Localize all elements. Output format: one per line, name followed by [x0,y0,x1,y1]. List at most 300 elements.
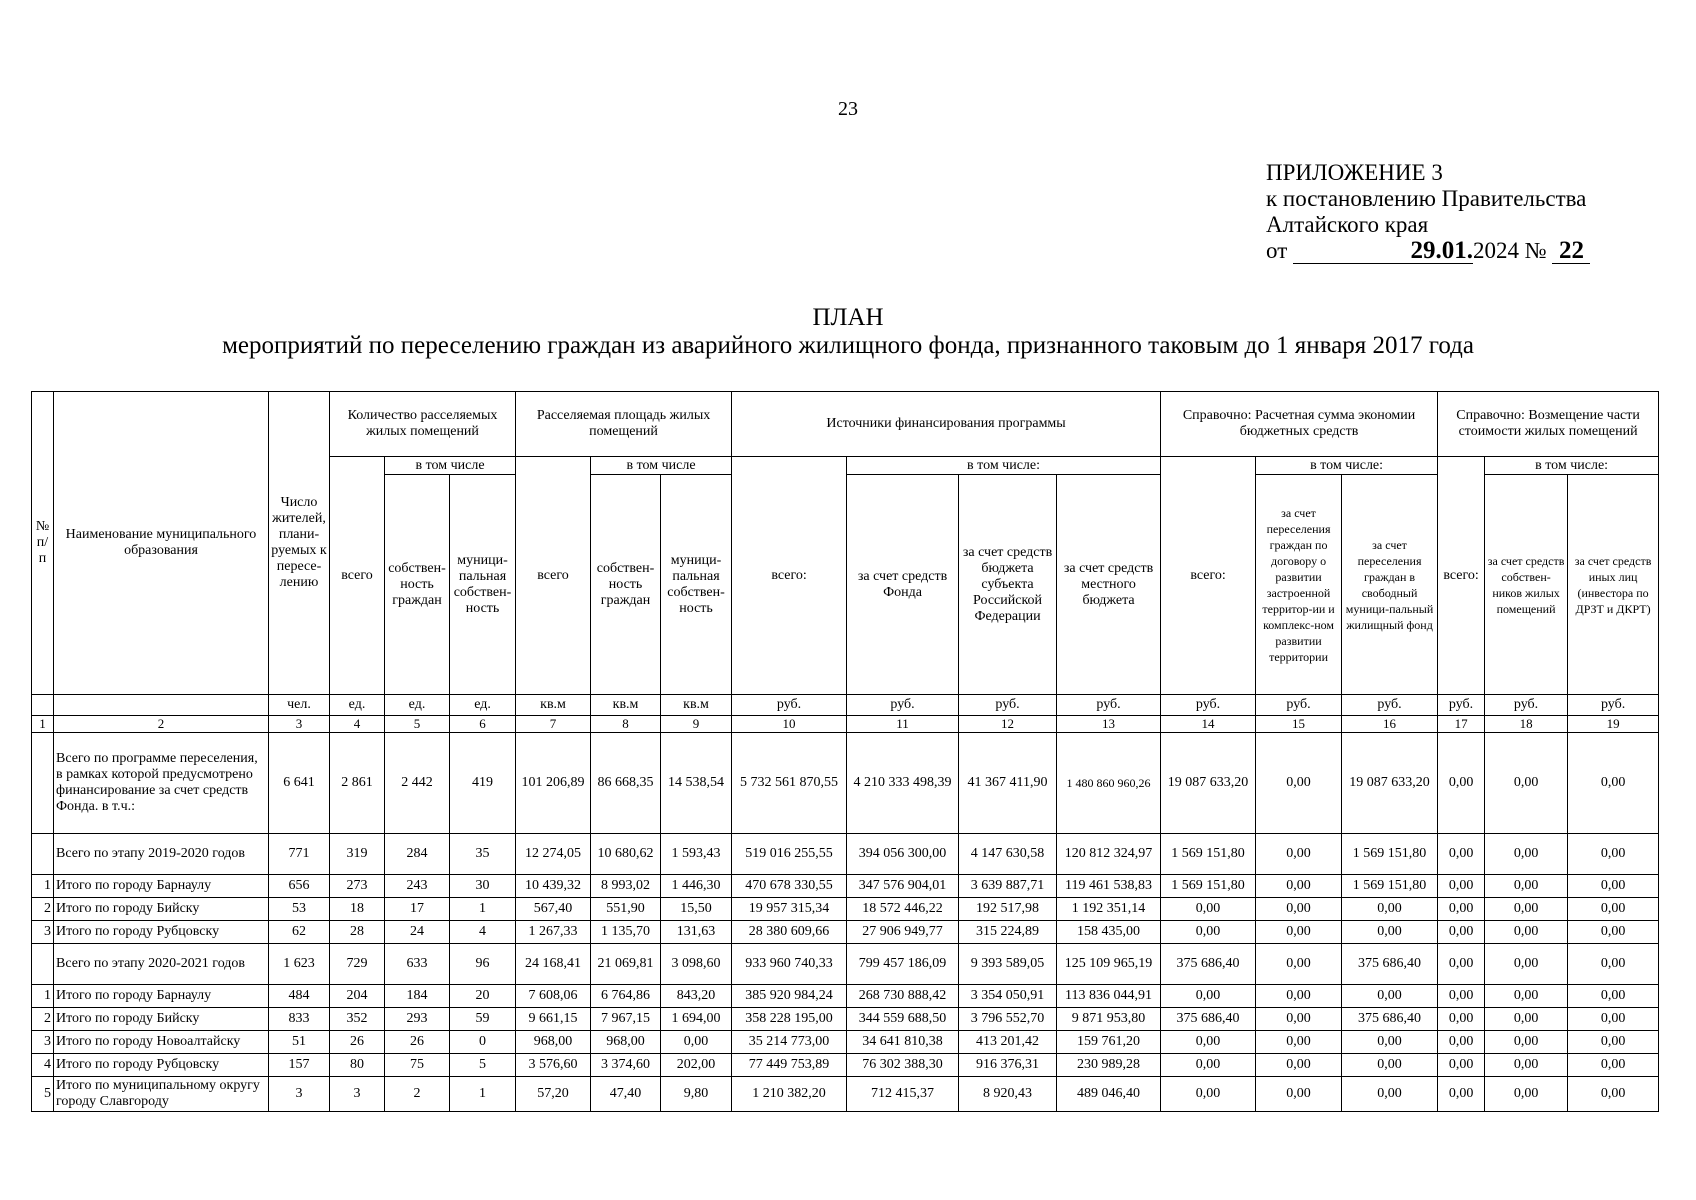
appendix-title: ПРИЛОЖЕНИЕ 3 [1266,160,1443,185]
row-value: 41 367 411,90 [959,733,1057,834]
row-value: 131,63 [661,921,732,944]
appendix-date-line [1266,238,1590,264]
row-value: 0,00 [1256,834,1342,875]
row-name: Итого по городу Барнаулу [54,875,269,898]
row-value: 0,00 [1485,834,1568,875]
header-rooms-group: Количество расселяемых жилых помещений [330,392,516,457]
row-value: 0,00 [1256,944,1342,985]
row-value: 21 069,81 [591,944,661,985]
row-value: 0,00 [1438,1077,1485,1112]
row-value: 419 [450,733,516,834]
row-value: 0,00 [1256,1008,1342,1031]
row-value: 315 224,89 [959,921,1057,944]
row-value: 24 [385,921,450,944]
row-number: 1 [32,985,54,1008]
row-value: 5 [450,1054,516,1077]
row-value: 394 056 300,00 [847,834,959,875]
row-value: 0,00 [1342,1077,1438,1112]
unit-cell: кв.м [591,695,661,716]
table-row [32,1008,1659,1031]
row-value: 284 [385,834,450,875]
header-economy-free-fund: за счет переселения граждан в свободный муници-пальный жилищный фонд [1342,475,1438,695]
row-value: 17 [385,898,450,921]
column-number: 13 [1057,716,1161,733]
row-value: 2 861 [330,733,385,834]
row-value: 0,00 [1342,898,1438,921]
row-value: 8 993,02 [591,875,661,898]
row-value: 344 559 688,50 [847,1008,959,1031]
row-value: 1 267,33 [516,921,591,944]
row-number [32,733,54,834]
row-value: 916 376,31 [959,1054,1057,1077]
row-value: 0,00 [1256,921,1342,944]
row-name: Итого по городу Бийску [54,1008,269,1031]
row-value: 0,00 [1342,1054,1438,1077]
row-value: 28 380 609,66 [732,921,847,944]
row-value: 0,00 [1342,1031,1438,1054]
row-value: 6 641 [269,733,330,834]
row-value: 0,00 [1438,1054,1485,1077]
row-value: 968,00 [591,1031,661,1054]
row-number: 2 [32,898,54,921]
row-value: 6 764,86 [591,985,661,1008]
row-value: 0,00 [1342,921,1438,944]
row-value: 0,00 [1438,898,1485,921]
row-number: 4 [32,1054,54,1077]
row-value: 5 732 561 870,55 [732,733,847,834]
row-value: 9 393 589,05 [959,944,1057,985]
table-row [32,944,1659,985]
title-heading: ПЛАН [812,304,884,331]
row-value: 4 147 630,58 [959,834,1057,875]
row-value: 77 449 753,89 [732,1054,847,1077]
unit-cell: чел. [269,695,330,716]
unit-cell: руб. [1485,695,1568,716]
row-value: 0,00 [1485,944,1568,985]
row-value: 35 214 773,00 [732,1031,847,1054]
row-value: 0,00 [1256,1054,1342,1077]
header-compensation-incl: в том числе: [1485,457,1659,475]
row-value: 551,90 [591,898,661,921]
year-and-no: 2024 № [1473,238,1547,263]
column-number: 5 [385,716,450,733]
row-value: 51 [269,1031,330,1054]
header-compensation-group: Справочно: Возмещение части стоимости жилых помещений [1438,392,1659,457]
header-no: № п/п [32,392,54,695]
row-value: 9 661,15 [516,1008,591,1031]
row-value: 27 906 949,77 [847,921,959,944]
row-value: 0,00 [1438,834,1485,875]
page-number: 23 [838,98,858,120]
row-value: 633 [385,944,450,985]
row-value: 19 957 315,34 [732,898,847,921]
row-value: 28 [330,921,385,944]
table-row [32,898,1659,921]
row-value: 57,20 [516,1077,591,1112]
table-row [32,921,1659,944]
column-number: 7 [516,716,591,733]
row-value: 1 210 382,20 [732,1077,847,1112]
column-number: 17 [1438,716,1485,733]
row-value: 0,00 [1568,1008,1659,1031]
row-value: 59 [450,1008,516,1031]
unit-cell: ед. [330,695,385,716]
row-value: 2 [385,1077,450,1112]
row-value: 0,00 [1568,921,1659,944]
appendix-line-region: Алтайского края [1266,212,1429,237]
unit-cell: руб. [1057,695,1161,716]
header-rooms-municipal: муници-пальная собствен-ность [450,475,516,695]
row-value: 352 [330,1008,385,1031]
appendix-block [1266,160,1590,264]
row-value: 34 641 810,38 [847,1031,959,1054]
header-residents: Число жителей, плани-руемых к пересе-лению [269,392,330,695]
column-number: 3 [269,716,330,733]
row-value: 1 593,43 [661,834,732,875]
table-row [32,1031,1659,1054]
row-value: 470 678 330,55 [732,875,847,898]
row-value: 1 446,30 [661,875,732,898]
row-value: 12 274,05 [516,834,591,875]
row-value: 0,00 [1161,1031,1256,1054]
row-value: 47,40 [591,1077,661,1112]
row-value: 26 [385,1031,450,1054]
row-value: 375 686,40 [1342,1008,1438,1031]
row-number: 3 [32,921,54,944]
row-value: 192 517,98 [959,898,1057,921]
row-value: 843,20 [661,985,732,1008]
row-name: Итого по городу Бийску [54,898,269,921]
row-value: 3 [269,1077,330,1112]
column-number: 11 [847,716,959,733]
row-value: 30 [450,875,516,898]
column-number: 8 [591,716,661,733]
header-funding-incl: в том числе: [847,457,1161,475]
row-name: Итого по городу Рубцовску [54,1054,269,1077]
column-number: 2 [54,716,269,733]
row-value: 0,00 [1438,875,1485,898]
row-value: 1 569 151,80 [1161,834,1256,875]
header-rooms-total: всего [330,457,385,695]
row-value: 0,00 [1438,944,1485,985]
unit-cell: руб. [732,695,847,716]
header-economy-total: всего: [1161,457,1256,695]
row-value: 3 796 552,70 [959,1008,1057,1031]
row-value: 3 576,60 [516,1054,591,1077]
row-value: 0,00 [1485,875,1568,898]
row-number: 2 [32,1008,54,1031]
table-row [32,834,1659,875]
row-value: 202,00 [661,1054,732,1077]
unit-cell: руб. [1161,695,1256,716]
row-value: 230 989,28 [1057,1054,1161,1077]
row-value: 3 374,60 [591,1054,661,1077]
column-number: 19 [1568,716,1659,733]
row-value: 24 168,41 [516,944,591,985]
row-value: 0,00 [1256,1077,1342,1112]
row-value: 771 [269,834,330,875]
row-value: 729 [330,944,385,985]
row-name: Итого по городу Новоалтайску [54,1031,269,1054]
row-value: 53 [269,898,330,921]
unit-cell: кв.м [661,695,732,716]
row-value: 0,00 [1568,985,1659,1008]
row-value: 968,00 [516,1031,591,1054]
row-value: 1 623 [269,944,330,985]
table-row [32,1054,1659,1077]
row-value: 1 694,00 [661,1008,732,1031]
header-funding-total: всего: [732,457,847,695]
row-value: 0,00 [1161,985,1256,1008]
row-value: 0,00 [1568,944,1659,985]
row-value: 0,00 [1438,733,1485,834]
row-value: 0,00 [1438,1008,1485,1031]
date-value: 29.01. [1293,239,1473,264]
row-value: 0,00 [1568,1077,1659,1112]
row-value: 0,00 [1161,1054,1256,1077]
row-value: 0,00 [1568,898,1659,921]
row-value: 0,00 [1485,1031,1568,1054]
column-number: 4 [330,716,385,733]
row-value: 113 836 044,91 [1057,985,1161,1008]
row-value: 1 569 151,80 [1342,834,1438,875]
row-value: 1 [450,1077,516,1112]
row-value: 0,00 [1438,921,1485,944]
plan-table [31,391,1659,1112]
row-value: 75 [385,1054,450,1077]
row-value: 273 [330,875,385,898]
header-area-incl: в том числе [591,457,732,475]
column-number: 6 [450,716,516,733]
row-value: 1 [450,898,516,921]
row-value: 4 210 333 498,39 [847,733,959,834]
column-number: 12 [959,716,1057,733]
row-value: 9 871 953,80 [1057,1008,1161,1031]
decree-number: 22 [1552,239,1590,264]
title-subheading: мероприятий по переселению граждан из аварийного жилищного фонда, признанного таковым до 1 января 2017 года [222,332,1474,359]
row-value: 0,00 [1485,985,1568,1008]
header-rooms-private: собствен-ность граждан [385,475,450,695]
header-economy-development: за счет переселения граждан по договору о развитии застроенной территор-ии и комплекс-ном развитии территории [1256,475,1342,695]
header-area-group: Расселяемая площадь жилых помещений [516,392,732,457]
header-compensation-others: за счет средств иных лиц (инвестора по ДРЗТ и ДКРТ) [1568,475,1659,695]
row-value: 157 [269,1054,330,1077]
row-value: 18 [330,898,385,921]
header-funding-subject: за счет средств бюджета субъекта Российской Федерации [959,475,1057,695]
row-value: 19 087 633,20 [1342,733,1438,834]
row-name: Итого по муниципальному округу городу Славгороду [54,1077,269,1112]
row-value: 0,00 [1485,733,1568,834]
row-value: 80 [330,1054,385,1077]
row-number: 3 [32,1031,54,1054]
row-value: 0,00 [1438,1031,1485,1054]
unit-cell: руб. [1342,695,1438,716]
row-value: 385 920 984,24 [732,985,847,1008]
header-rooms-incl: в том числе [385,457,516,475]
header-funding-group: Источники финансирования программы [732,392,1161,457]
row-value: 3 354 050,91 [959,985,1057,1008]
header-compensation-total: всего: [1438,457,1485,695]
row-value: 125 109 965,19 [1057,944,1161,985]
header-economy-incl: в том числе: [1256,457,1438,475]
row-value: 0,00 [1485,898,1568,921]
row-value: 7 608,06 [516,985,591,1008]
unit-cell: кв.м [516,695,591,716]
row-value: 413 201,42 [959,1031,1057,1054]
row-value: 35 [450,834,516,875]
row-name: Итого по городу Рубцовску [54,921,269,944]
row-value: 712 415,37 [847,1077,959,1112]
row-value: 19 087 633,20 [1161,733,1256,834]
row-value: 0,00 [1161,921,1256,944]
unit-cell: ед. [385,695,450,716]
row-value: 319 [330,834,385,875]
row-value: 0,00 [1568,733,1659,834]
column-number: 10 [732,716,847,733]
header-area-private: собствен-ность граждан [591,475,661,695]
row-value: 1 135,70 [591,921,661,944]
row-value: 3 [330,1077,385,1112]
row-value: 0,00 [1256,733,1342,834]
row-value: 268 730 888,42 [847,985,959,1008]
row-value: 0,00 [1485,1008,1568,1031]
row-value: 1 569 151,80 [1342,875,1438,898]
row-value: 489 046,40 [1057,1077,1161,1112]
row-value: 2 442 [385,733,450,834]
row-value: 15,50 [661,898,732,921]
row-value: 0,00 [1485,1077,1568,1112]
header-funding-fund: за счет средств Фонда [847,475,959,695]
header-area-total: всего [516,457,591,695]
row-value: 0,00 [1256,1031,1342,1054]
row-value: 0,00 [1256,985,1342,1008]
row-name: Всего по программе переселения, в рамках которой предусмотрено финансирование за счет средств Фонда. в т.ч.: [54,733,269,834]
row-value: 243 [385,875,450,898]
table-row [32,985,1659,1008]
appendix-line-decree: к постановлению Правительства [1266,186,1587,211]
row-value: 76 302 388,30 [847,1054,959,1077]
row-value: 567,40 [516,898,591,921]
row-number [32,944,54,985]
row-value: 14 538,54 [661,733,732,834]
header-compensation-owners: за счет средств собствен-ников жилых помещений [1485,475,1568,695]
row-value: 0,00 [1568,1054,1659,1077]
table-row [32,733,1659,834]
header-area-municipal: муници-пальная собствен-ность [661,475,732,695]
row-value: 0,00 [1568,1031,1659,1054]
row-value: 0,00 [1485,1054,1568,1077]
row-value: 10 439,32 [516,875,591,898]
units-row [32,695,1659,716]
unit-cell: руб. [847,695,959,716]
row-value: 10 680,62 [591,834,661,875]
row-value: 0,00 [1161,898,1256,921]
column-number: 15 [1256,716,1342,733]
row-value: 0,00 [1438,985,1485,1008]
row-number: 5 [32,1077,54,1112]
column-number: 1 [32,716,54,733]
row-value: 3 639 887,71 [959,875,1057,898]
row-value: 0,00 [1568,875,1659,898]
row-value: 799 457 186,09 [847,944,959,985]
row-value: 375 686,40 [1161,944,1256,985]
row-value: 7 967,15 [591,1008,661,1031]
row-value: 347 576 904,01 [847,875,959,898]
unit-cell: руб. [1568,695,1659,716]
header-economy-group: Справочно: Расчетная сумма экономии бюджетных средств [1161,392,1438,457]
row-value: 0,00 [1485,921,1568,944]
row-value: 159 761,20 [1057,1031,1161,1054]
row-value: 0,00 [1256,875,1342,898]
row-number: 1 [32,875,54,898]
row-value: 18 572 446,22 [847,898,959,921]
row-value: 204 [330,985,385,1008]
row-value: 119 461 538,83 [1057,875,1161,898]
row-value: 120 812 324,97 [1057,834,1161,875]
unit-cell: ед. [450,695,516,716]
row-value: 0,00 [1256,898,1342,921]
table-row [32,1077,1659,1112]
row-value: 20 [450,985,516,1008]
row-value: 1 480 860 960,26 [1057,733,1161,834]
row-name: Всего по этапу 2019-2020 годов [54,834,269,875]
header-name: Наименование муниципального образования [54,392,269,695]
row-value: 375 686,40 [1161,1008,1256,1031]
row-value: 0,00 [1161,1077,1256,1112]
row-value: 656 [269,875,330,898]
column-number: 9 [661,716,732,733]
row-value: 184 [385,985,450,1008]
column-number: 14 [1161,716,1256,733]
row-value: 0,00 [1568,834,1659,875]
row-value: 1 192 351,14 [1057,898,1161,921]
data-rows [32,733,1659,1112]
unit-cell: руб. [1438,695,1485,716]
row-value: 0 [450,1031,516,1054]
row-value: 358 228 195,00 [732,1008,847,1031]
row-value: 4 [450,921,516,944]
row-value: 86 668,35 [591,733,661,834]
row-value: 375 686,40 [1342,944,1438,985]
column-numbers-row [32,716,1659,733]
row-value: 0,00 [1342,985,1438,1008]
unit-cell: руб. [959,695,1057,716]
document-title [0,304,1696,360]
header-row-groups [32,392,1659,457]
unit-cell: руб. [1256,695,1342,716]
column-number: 16 [1342,716,1438,733]
row-value: 484 [269,985,330,1008]
from-label: от [1266,238,1288,263]
row-value: 0,00 [661,1031,732,1054]
row-value: 933 960 740,33 [732,944,847,985]
column-number: 18 [1485,716,1568,733]
row-number [32,834,54,875]
row-value: 1 569 151,80 [1161,875,1256,898]
table-row [32,875,1659,898]
row-value: 101 206,89 [516,733,591,834]
row-value: 9,80 [661,1077,732,1112]
header-funding-local: за счет средств местного бюджета [1057,475,1161,695]
row-value: 833 [269,1008,330,1031]
row-value: 158 435,00 [1057,921,1161,944]
row-value: 96 [450,944,516,985]
row-value: 3 098,60 [661,944,732,985]
row-name: Всего по этапу 2020-2021 годов [54,944,269,985]
row-value: 26 [330,1031,385,1054]
row-value: 62 [269,921,330,944]
row-name: Итого по городу Барнаулу [54,985,269,1008]
